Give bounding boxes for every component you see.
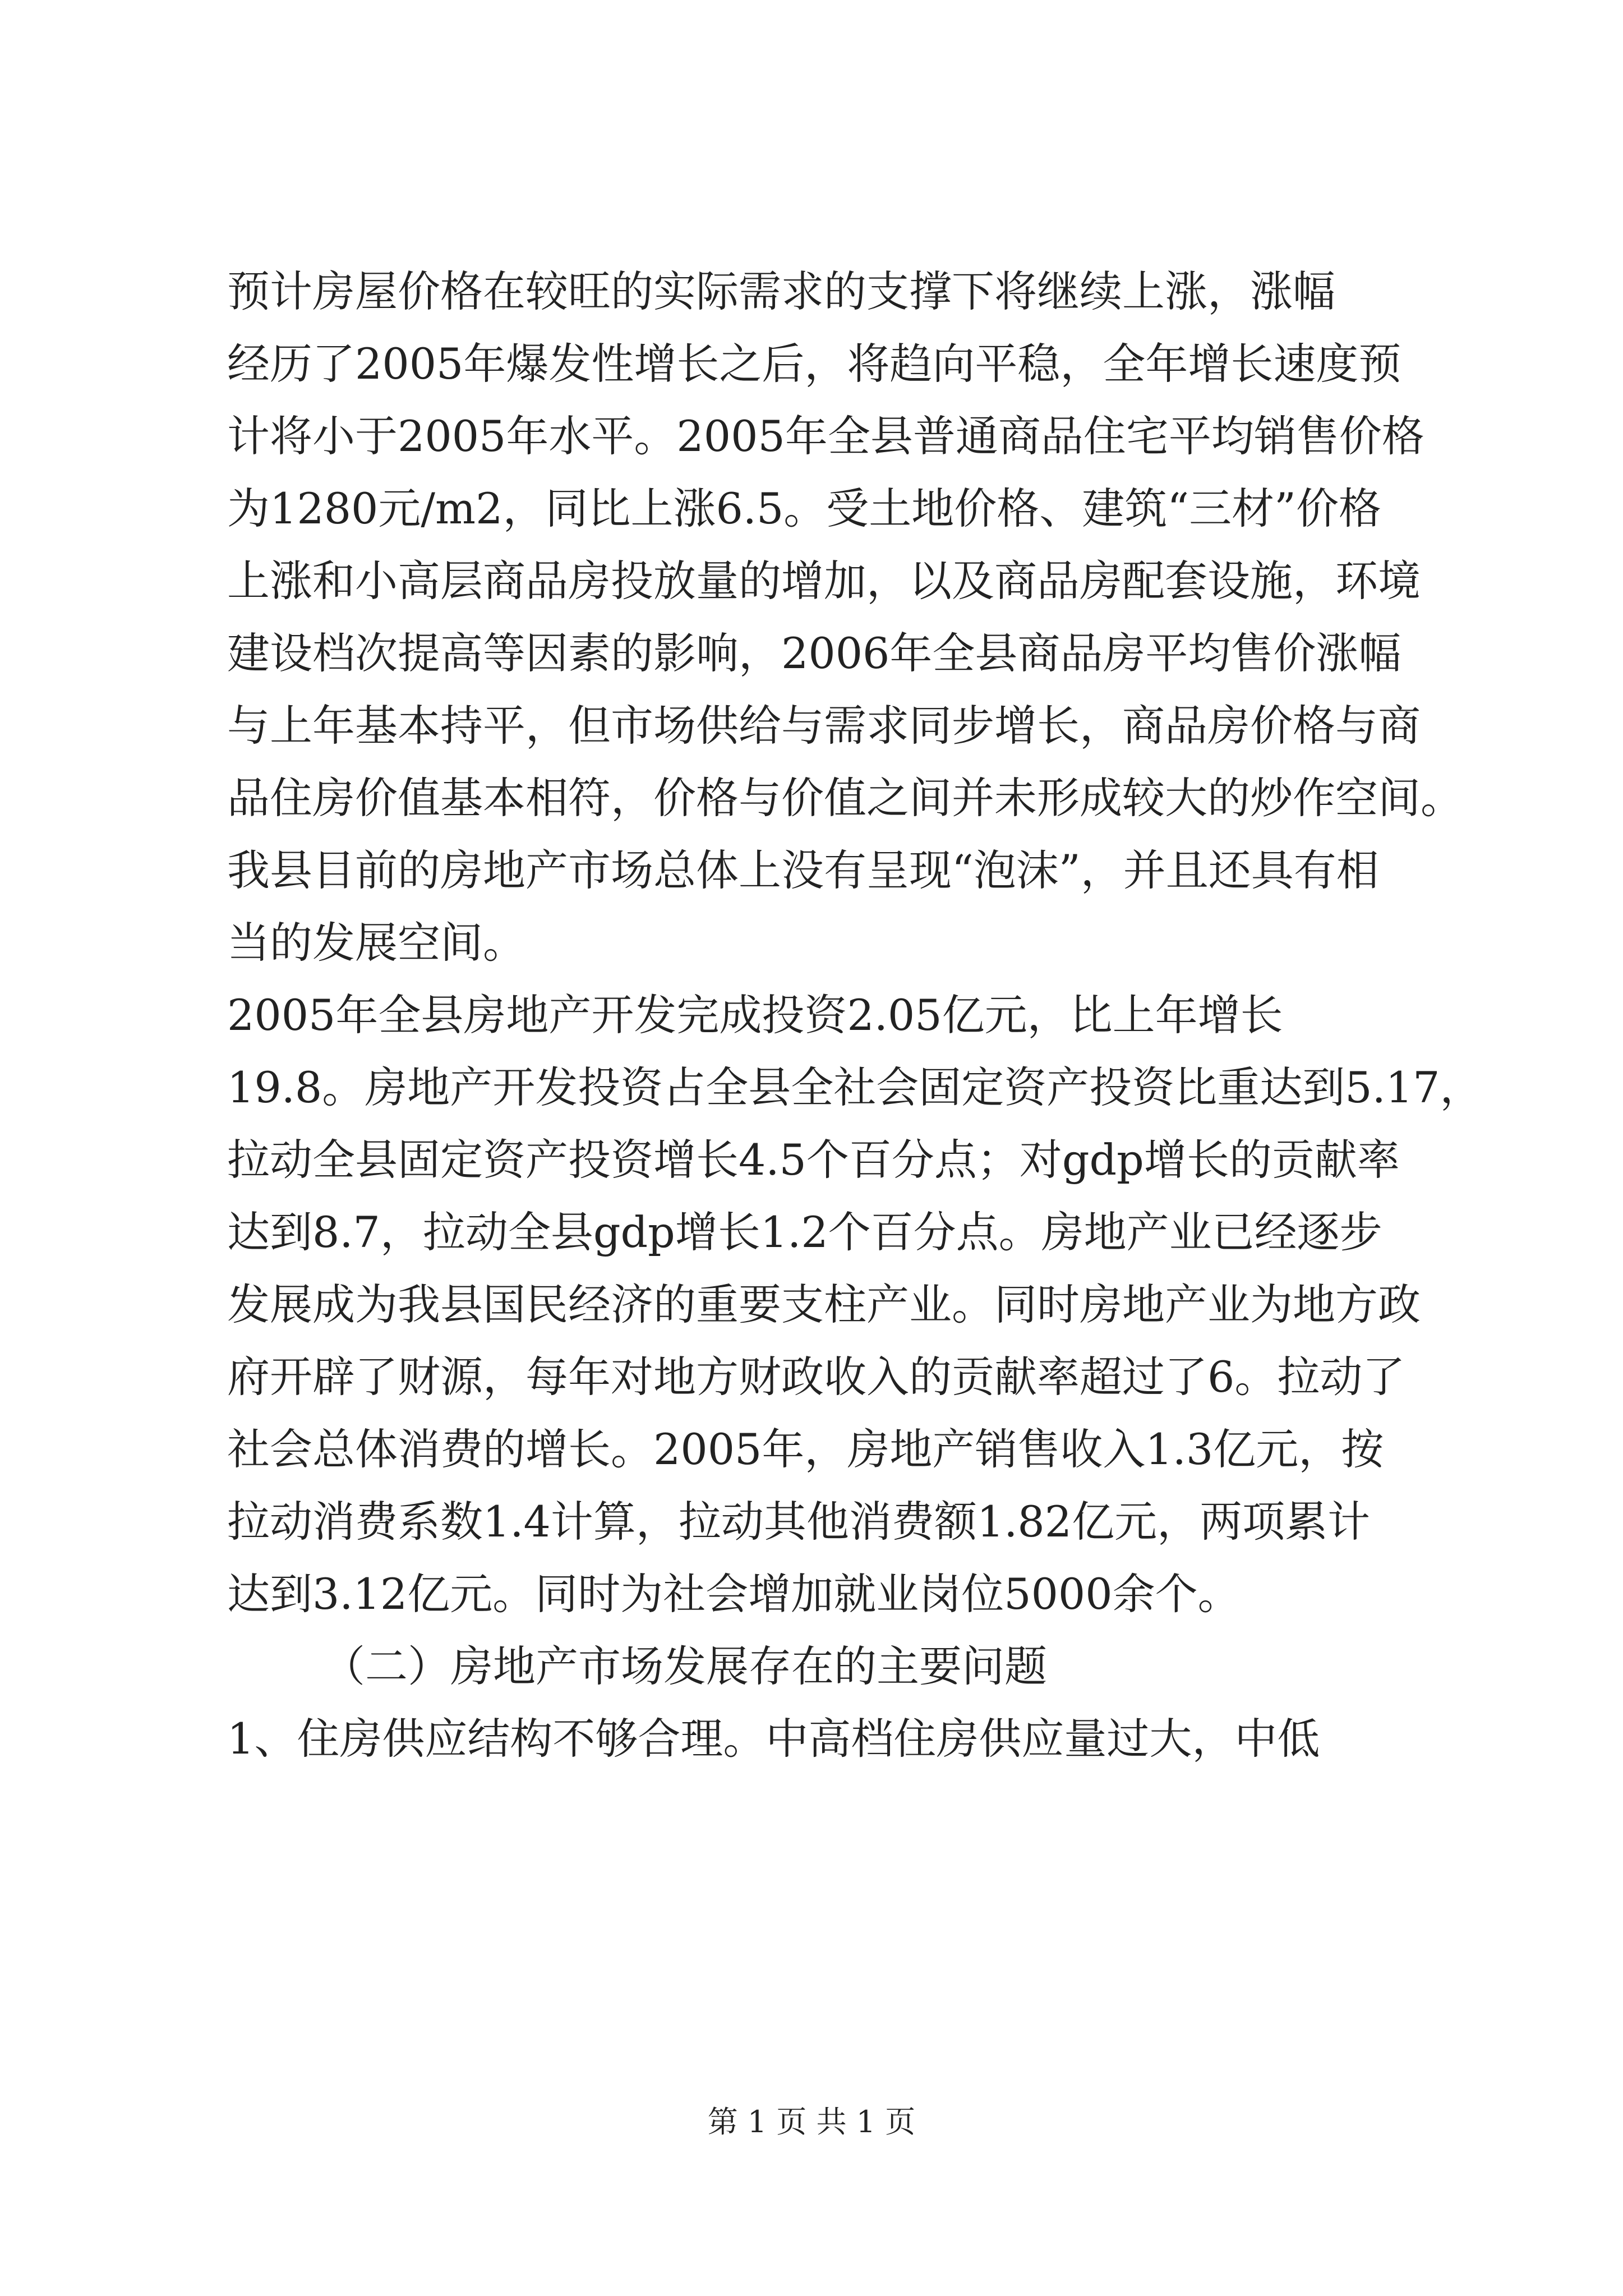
text-line: 社会总体消费的增长。2005年，房地产销售收入1.3亿元，按: [227, 1424, 1384, 1474]
text-line: 上涨和小高层商品房投放量的增加，以及商品房配套设施，环境: [227, 556, 1421, 606]
paragraph-investment: [227, 979, 1483, 1630]
page-footer: [0, 2098, 1623, 2141]
text-line: 计将小于2005年水平。2005年全县普通商品住宅平均销售价格: [227, 411, 1424, 461]
text-line: 经历了2005年爆发性增长之后，将趋向平稳，全年增长速度预: [227, 339, 1401, 389]
paragraph-supply-structure: [227, 1703, 1408, 1775]
text-line: 为1280元/m2，同比上涨6.5。受土地价格、建筑“三材”价格: [227, 484, 1382, 533]
text-line: 达到8.7，拉动全县gdp增长1.2个百分点。房地产业已经逐步: [227, 1207, 1382, 1257]
page-number-label: 第 1 页 共 1 页: [707, 2104, 916, 2139]
text-line: 我县目前的房地产市场总体上没有呈现“泡沫”，并且还具有相: [227, 845, 1379, 895]
text-line: 预计房屋价格在较旺的实际需求的支撑下将继续上涨，涨幅: [227, 266, 1335, 316]
section-heading: [227, 1630, 1408, 1703]
section-heading-text: （二）房地产市场发展存在的主要问题: [322, 1641, 1047, 1691]
text-line: 品住房价值基本相符，价格与价值之间并未形成较大的炒作空间。: [227, 773, 1463, 823]
text-line: 拉动全县固定资产投资增长4.5个百分点；对gdp增长的贡献率: [227, 1135, 1400, 1185]
document-body: [227, 255, 1483, 1775]
text-line: 建设档次提高等因素的影响，2006年全县商品房平均售价涨幅: [227, 628, 1401, 678]
text-line: 1、住房供应结构不够合理。中高档住房供应量过大，中低: [227, 1714, 1320, 1764]
text-line: 达到3.12亿元。同时为社会增加就业岗位5000余个。: [227, 1569, 1241, 1619]
text-line: 发展成为我县国民经济的重要支柱产业。同时房地产业为地方政: [227, 1280, 1421, 1329]
paragraph-price-outlook: [227, 255, 1463, 979]
text-line: 2005年全县房地产开发完成投资2.05亿元，比上年增长: [227, 990, 1283, 1040]
text-line: 与上年基本持平，但市场供给与需求同步增长，商品房价格与商: [227, 701, 1421, 751]
text-line: 府开辟了财源，每年对地方财政收入的贡献率超过了6。拉动了: [227, 1352, 1405, 1402]
text-line: 拉动消费系数1.4计算，拉动其他消费额1.82亿元，两项累计: [227, 1497, 1371, 1547]
text-line: 当的发展空间。: [227, 918, 525, 968]
text-line: 19.8。房地产开发投资占全县全社会固定资产投资比重达到5.17，: [227, 1062, 1483, 1112]
